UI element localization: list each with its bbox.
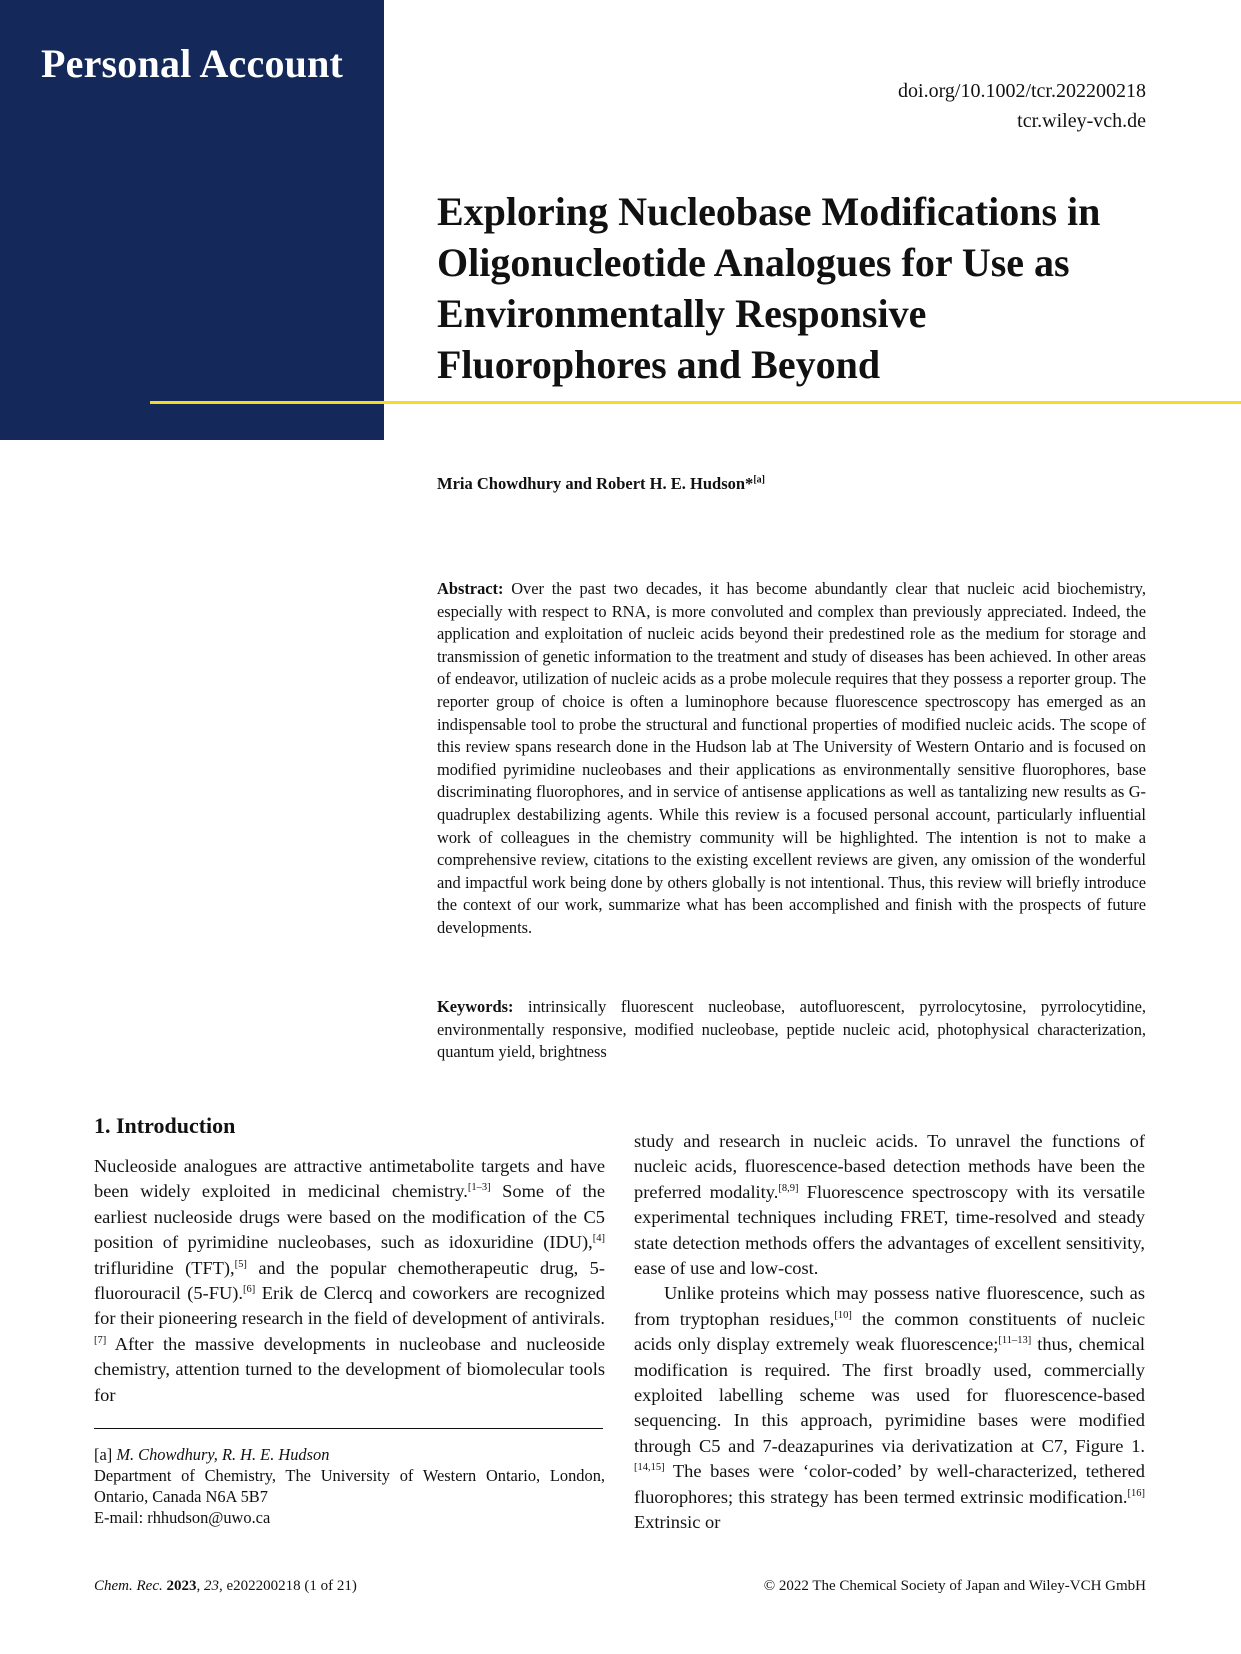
keywords	[437, 996, 1146, 1064]
intro-paragraph-2: Unlike proteins which may possess native fluorescence, such as from tryptophan residues,[10] the common constituents of nucleic acids only display extremely weak fluorescence;[11–13] thus, chemical modification is required. The first broadly used, commercially exploited labelling scheme was used for fluorescence-based sequencing. In this approach, pyrimidine bases were modified through C5 and 7-deazapurines via derivatization at C7, Figure 1.[14,15] The bases were ‘color-coded’ by well-characterized, tethered fluorophores; this strategy has been termed extrinsic modification.[16] Extrinsic or	[634, 1283, 1146, 1533]
page-footer-citation: Chem. Rec. 2023, 23, e202200218 (1 of 21)	[94, 1578, 357, 1594]
footnote-names: M. Chowdhury, R. H. E. Hudson	[116, 1445, 330, 1464]
abstract-label: Abstract:	[437, 579, 504, 598]
citation-ref[interactable]: [4]	[592, 1233, 605, 1245]
intro-right-column	[634, 1129, 1145, 1536]
citation-ref[interactable]: [7]	[94, 1334, 107, 1346]
footnote-address: Department of Chemistry, The University of Western Ontario, London, Ontario, Canada N6A 5B7	[94, 1466, 605, 1506]
article-meta	[898, 76, 1146, 136]
keywords-text: intrinsically fluorescent nucleobase, autofluorescent, pyrrolocytosine, pyrrolocytidine, environmentally responsive, modified nucleobase, peptide nucleic acid, photophysical characterization, quantum yield, brightness	[437, 997, 1146, 1062]
affiliation-footnote	[94, 1444, 605, 1528]
section-heading-introduction: 1. Introduction	[94, 1113, 236, 1138]
affiliation-mark: [a]	[753, 474, 765, 486]
abstract-text: Over the past two decades, it has become abundantly clear that nucleic acid biochemistry, especially with respect to RNA, is more convoluted and complex than previously appreciated. Indeed, the application and exploitation of nucleic acids beyond their predestined role as the medium for storage and transmission of genetic information to the treatment and study of diseases has been achieved. In other areas of endeavor, utilization of nucleic acids as a probe molecule requires that they possess a reporter group. The reporter group of choice is often a luminophore because fluorescence spectroscopy has emerged as an indispensable tool to probe the structural and functional properties of modified nucleic acids. The scope of this review spans research done in the Hudson lab at The University of Western Ontario and is focused on modified pyrimidine nucleobases and their applications as environmentally sensitive fluorophores, base discriminating fluorophores, and in service of antisense applications as well as tantalizing new results as G-quadruplex destabilizing agents. While this review is a focused personal account, particularly influential work of colleagues in the chemistry community will be highlighted. The intention is not to make a comprehensive review, citations to the existing excellent reviews are given, any omission of the wonderful and impactful work being done by others globally is not intentional. Thus, this review will briefly introduce the context of our work, summarize what has been accomplished and finish with the prospects of future developments.	[437, 579, 1146, 937]
abstract	[437, 578, 1146, 940]
header-rule	[150, 401, 1241, 404]
page-footer-copyright: © 2022 The Chemical Society of Japan and Wiley-VCH GmbH	[763, 1578, 1146, 1594]
intro-paragraph-1: Nucleoside analogues are attractive antimetabolite targets and have been widely exploited in medicinal chemistry.[1–3] Some of the earliest nucleoside drugs were based on the modification of the C5 position of pyrimidine nucleobases, such as idoxuridine (IDU),[4] trifluridine (TFT),[5] and the popular chemotherapeutic drug, 5-fluorouracil (5-FU).[6] Erik de Clercq and coworkers are recognized for their pioneering research in the field of development of antivirals.[7] After the massive developments in nucleobase and nucleoside chemistry, attention turned to the development of biomolecular tools for	[94, 1156, 605, 1405]
author-names: Mria Chowdhury and Robert H. E. Hudson*	[437, 474, 754, 493]
citation-ref[interactable]: [5]	[234, 1258, 247, 1270]
citation-ref[interactable]: [14,15]	[634, 1462, 665, 1474]
footer-year: 2023	[166, 1578, 197, 1594]
header-banner	[0, 0, 384, 440]
citation-ref[interactable]: [11–13]	[998, 1335, 1032, 1347]
citation-ref[interactable]: [1–3]	[467, 1182, 491, 1194]
citation-ref[interactable]: [10]	[834, 1309, 852, 1321]
footnote-rule	[94, 1428, 603, 1429]
citation-ref[interactable]: [6]	[242, 1283, 256, 1295]
intro-paragraph-continued: study and research in nucleic acids. To unravel the functions of nucleic acids, fluorescence-based detection methods have been the preferred modality.[8,9] Fluorescence spectroscopy with its versatile experimental techniques including FRET, time-resolved and steady state detection methods offers the advantages of excellent sensitivity, ease of use and low-cost.	[634, 1131, 1145, 1279]
author-line	[437, 474, 765, 494]
citation-ref[interactable]: [16]	[1127, 1487, 1145, 1499]
intro-left-column	[94, 1154, 605, 1408]
footnote-mark: [a]	[94, 1445, 113, 1464]
keywords-label: Keywords:	[437, 997, 514, 1016]
doi-link[interactable]: doi.org/10.1002/tcr.202200218	[898, 80, 1146, 102]
section-label: Personal Account	[41, 41, 344, 86]
footer-article: , e202200218 (1 of 21)	[218, 1578, 357, 1594]
article-title: Exploring Nucleobase Modifications in Oligonucleotide Analogues for Use as Environmentally Responsive Fluorophores and Beyond	[437, 189, 1101, 387]
footnote-email[interactable]: E-mail: rhhudson@uwo.ca	[94, 1508, 271, 1527]
citation-ref[interactable]: [8,9]	[778, 1182, 799, 1194]
footer-journal: Chem. Rec.	[94, 1578, 163, 1594]
footer-volume: 23	[203, 1578, 219, 1594]
journal-site-link[interactable]: tcr.wiley-vch.de	[1017, 110, 1146, 132]
